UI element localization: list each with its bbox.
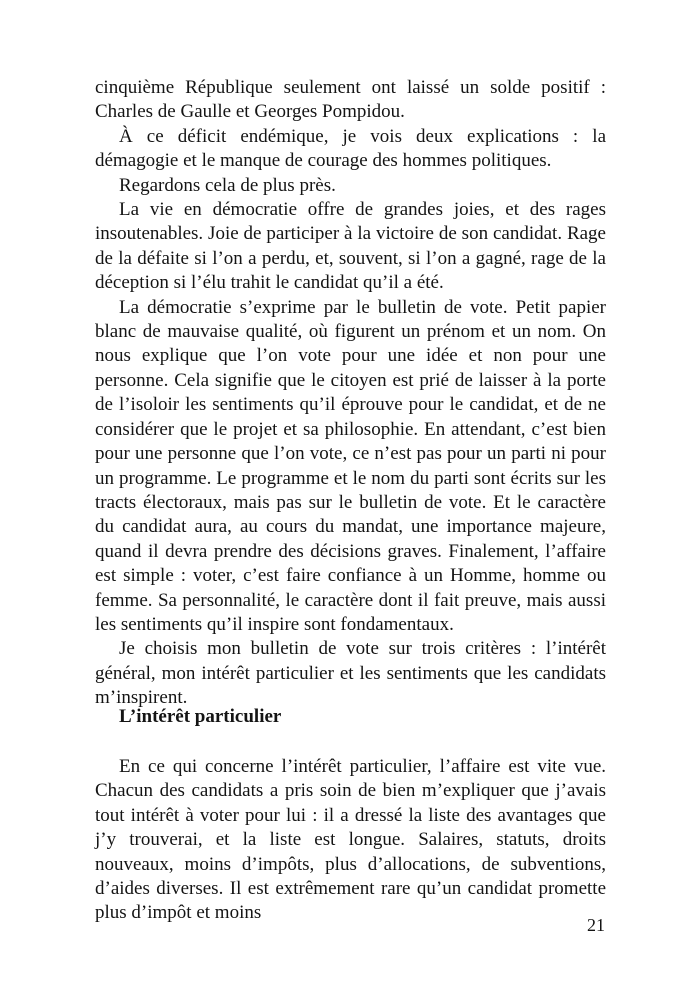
body-text-top — [95, 76, 606, 711]
paragraph: En ce qui concerne l’intérêt particulier, l’affaire est vite vue. Chacun des candidats a pris soin de bien m’expliquer que j’avais tout intérêt à voter pour lui : il a dressé la liste des avantages que j’y trouverai, et la liste est longue. Salaires, statuts, droits nouveaux, moins d’impôts, plus d’allocations, de subventions, d’aides diverses. Il est extrêmement rare qu’un candidat promette plus d’impôt et moins — [95, 756, 606, 924]
paragraph: La vie en démocratie offre de grandes joies, et des rages insoutenables. Joie de participer à la victoire de son candidat. Rage de la défaite si l’on a perdu, et, souvent, si l’on a gagné, rage de la déception si l’élu trahit le candidat qu’il a été. — [95, 199, 606, 294]
section-heading: L’intérêt particulier — [119, 706, 282, 727]
paragraph: Je choisis mon bulletin de vote sur trois critères : l’intérêt général, mon intérêt particulier et les sentiments que les candidats m’inspirent. — [95, 638, 606, 709]
body-text-bottom — [95, 755, 606, 926]
paragraph: La démocratie s’exprime par le bulletin de vote. Petit papier blanc de mauvaise qualité, où figurent un prénom et un nom. On nous explique que l’on vote pour une idée et non pour une personne. Cela signifie que le citoyen est prié de laisser à la porte de l’isoloir les sentiments qu’il éprouve pour le candidat, et de ne considérer que le projet et sa philosophie. En attendant, c’est bien pour une personne que l’on vote, ce n’est pas pour un parti ni pour un programme. Le programme et le nom du parti sont écrits sur les tracts électoraux, mais pas sur le bulletin de vote. Et le caractère du candidat aura, au cours du mandat, une importance majeure, quand il devra prendre des décisions graves. Finalement, l’affaire est simple : voter, c’est faire confiance à un Homme, homme ou femme. Sa personnalité, le caractère dont il fait preuve, mais aussi les sentiments qu’il inspire sont fondamentaux. — [95, 296, 606, 635]
paragraph: À ce déficit endémique, je vois deux explications : la démagogie et le manque de courage des hommes politiques. — [95, 125, 606, 172]
paragraph-continuation: cinquième République seulement ont laissé un solde positif : Charles de Gaulle et Georges Pompidou. — [95, 77, 606, 123]
paragraph: Regardons cela de plus près. — [119, 174, 336, 196]
page-number: 21 — [587, 915, 605, 935]
